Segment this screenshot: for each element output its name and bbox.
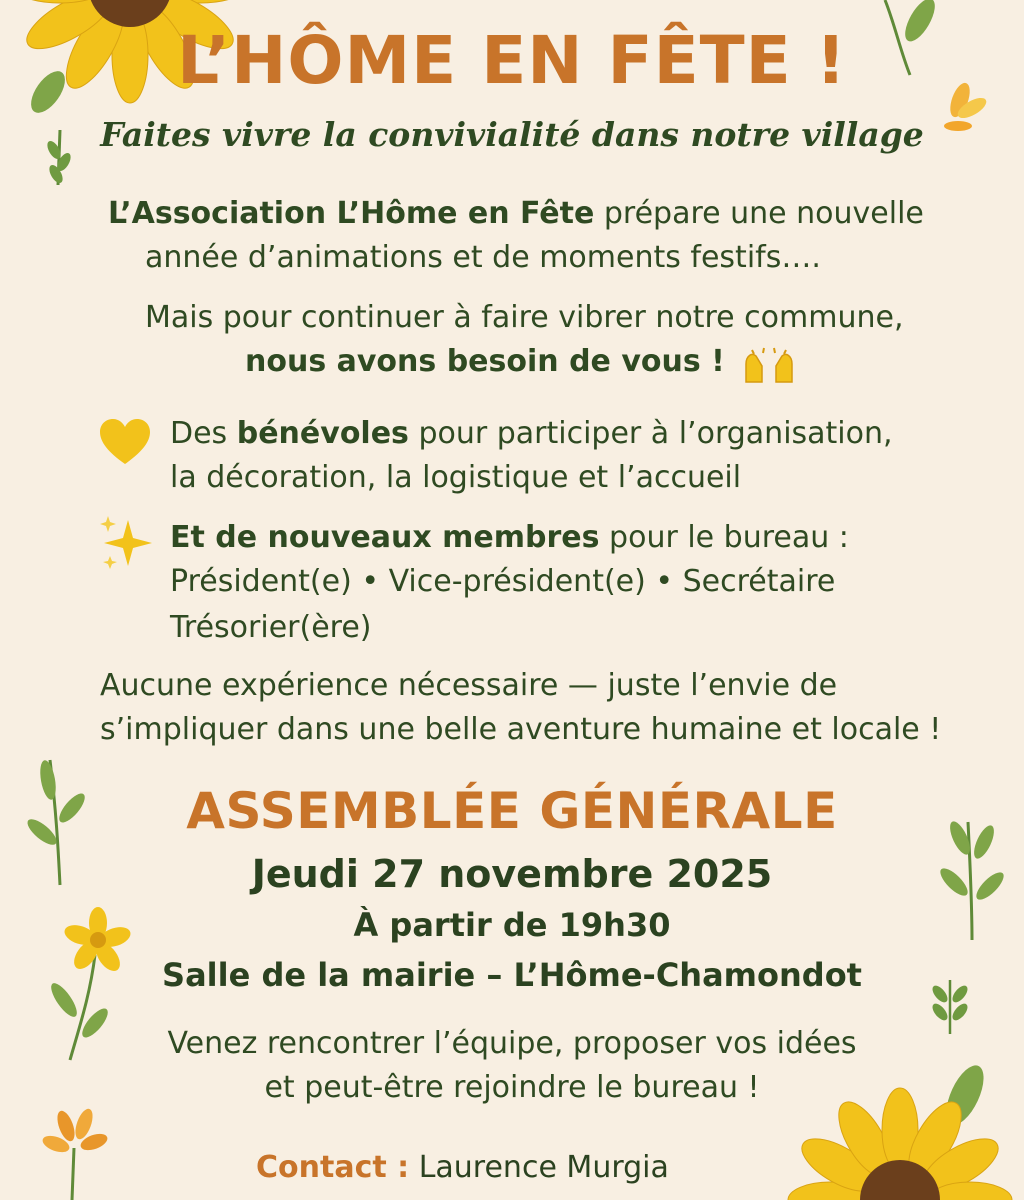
no-experience-line-2: s’impliquer dans une belle aventure humaine et locale ! — [100, 712, 942, 747]
heart-icon — [98, 418, 152, 466]
contact-label: Contact : — [256, 1150, 410, 1185]
no-experience-line-1: Aucune expérience nécessaire — juste l’envie de — [100, 668, 838, 703]
assembly-title: ASSEMBLÉE GÉNÉRALE — [186, 782, 838, 840]
org-name: L’Association L’Hôme en Fête — [108, 196, 595, 231]
leaf-sprig-icon — [920, 972, 980, 1037]
leaf-branch-icon — [930, 812, 1010, 942]
leaf-branch-icon — [20, 750, 100, 890]
page-title: L’HÔME EN FÊTE ! — [177, 22, 847, 99]
orange-flower-icon — [40, 1108, 120, 1200]
intro-line-2: année d’animations et de moments festifs…. — [145, 240, 821, 275]
sparkles-icon — [96, 514, 160, 572]
appeal-line-1: Mais pour continuer à faire vibrer notre commune, — [145, 300, 904, 335]
contact-line — [256, 1146, 816, 1190]
invite-line-1: Venez rencontrer l’équipe, proposer vos idées — [167, 1026, 857, 1061]
page-subtitle: Faites vivre la convivialité dans notre village — [100, 115, 924, 154]
members-line-3: Trésorier(ère) — [170, 610, 372, 645]
sunflower-icon — [790, 1050, 1024, 1200]
members-line-2: Président(e) • Vice-président(e) • Secrétaire — [170, 564, 836, 599]
event-time: À partir de 19h30 — [353, 906, 671, 944]
event-date: Jeudi 27 novembre 2025 — [251, 852, 773, 896]
raising-hands-icon — [740, 346, 798, 386]
event-place: Salle de la mairie – L’Hôme-Chamondot — [162, 956, 862, 994]
members-line-1: Et de nouveaux membres pour le bureau : — [170, 520, 849, 555]
appeal-line-2: nous avons besoin de vous ! — [245, 344, 725, 379]
yellow-flower-icon — [40, 905, 130, 1065]
contact-name: Laurence Murgia — [418, 1150, 669, 1185]
intro-line-1: L’Association L’Hôme en Fête prépare une nouvelle — [108, 196, 924, 231]
volunteers-line-2: la décoration, la logistique et l’accueil — [170, 460, 742, 495]
invite-line-2: et peut-être rejoindre le bureau ! — [264, 1070, 760, 1105]
volunteers-line-1: Des bénévoles pour participer à l’organisation, — [170, 416, 893, 451]
